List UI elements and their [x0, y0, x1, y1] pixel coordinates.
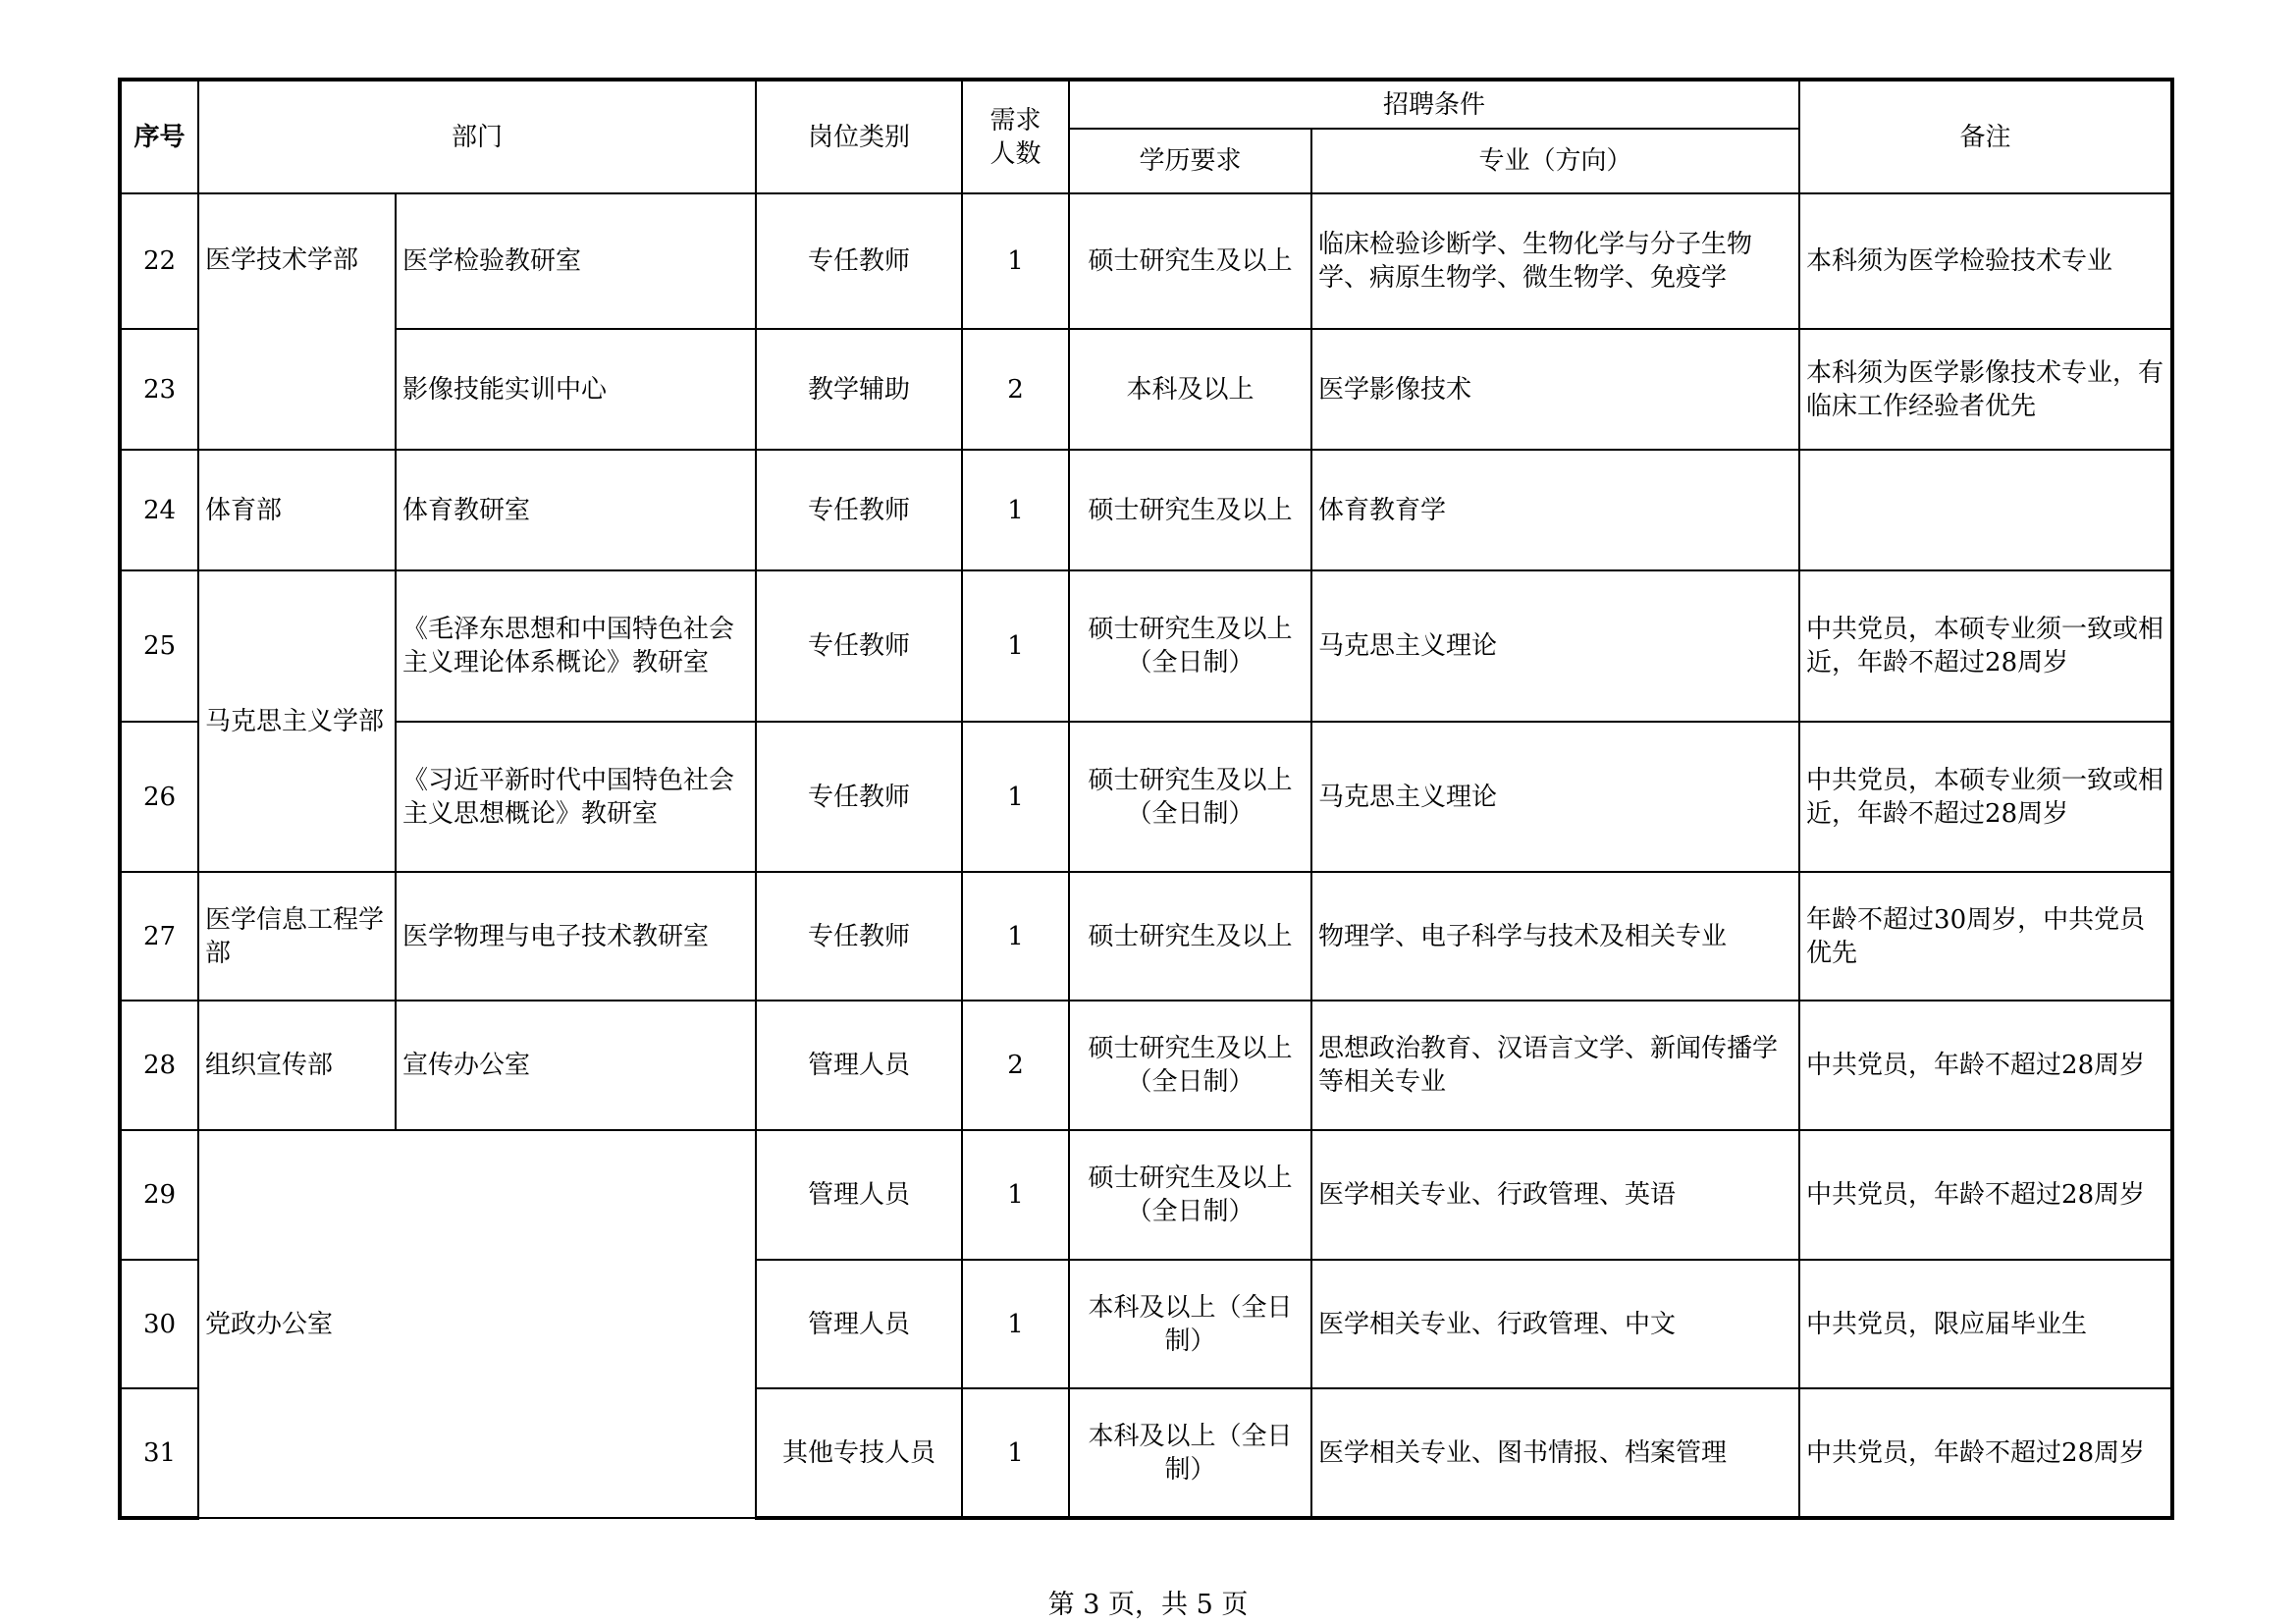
row-remark: 中共党员，年龄不超过28周岁: [1799, 1130, 2172, 1260]
header-post-type: 岗位类别: [756, 80, 962, 193]
table-row: [120, 450, 2172, 570]
row-major: 医学相关专业、行政管理、中文: [1311, 1260, 1799, 1388]
row-post: 管理人员: [756, 1260, 962, 1388]
row-education: 硕士研究生及以上（全日制）: [1069, 1130, 1311, 1260]
row-dept: 马克思主义学部: [198, 570, 396, 872]
row-seq: 29: [120, 1130, 198, 1260]
table-row: [120, 329, 2172, 450]
header-remarks: 备注: [1799, 80, 2172, 193]
row-major: 医学相关专业、图书情报、档案管理: [1311, 1388, 1799, 1518]
row-education: 本科及以上: [1069, 329, 1311, 450]
row-dept: 医学技术学部: [198, 193, 396, 450]
table-row: [120, 722, 2172, 872]
row-count: 2: [962, 1001, 1069, 1130]
row-major: 思想政治教育、汉语言文学、新闻传播学等相关专业: [1311, 1001, 1799, 1130]
row-post: 其他专技人员: [756, 1388, 962, 1518]
row-seq: 23: [120, 329, 198, 450]
table-header: [120, 80, 2172, 193]
row-subunit: 影像技能实训中心: [396, 329, 756, 450]
row-post: 教学辅助: [756, 329, 962, 450]
page-number: 第 3 页，共 5 页: [1047, 1590, 1249, 1620]
table-row: [120, 872, 2172, 1001]
row-subunit: 医学检验教研室: [396, 193, 756, 329]
row-major: 马克思主义理论: [1311, 722, 1799, 872]
row-remark: 年龄不超过30周岁，中共党员优先: [1799, 872, 2172, 1001]
row-seq: 22: [120, 193, 198, 329]
row-post: 专任教师: [756, 872, 962, 1001]
row-count: 2: [962, 329, 1069, 450]
row-remark: 本科须为医学影像技术专业，有临床工作经验者优先: [1799, 329, 2172, 450]
row-education: 硕士研究生及以上（全日制）: [1069, 722, 1311, 872]
row-remark: 中共党员，本硕专业须一致或相近，年龄不超过28周岁: [1799, 570, 2172, 722]
row-seq: 26: [120, 722, 198, 872]
row-education: 硕士研究生及以上（全日制）: [1069, 1001, 1311, 1130]
row-remark: 中共党员，本硕专业须一致或相近，年龄不超过28周岁: [1799, 722, 2172, 872]
header-conditions: 招聘条件: [1069, 80, 1799, 129]
row-subunit: 医学物理与电子技术教研室: [396, 872, 756, 1001]
row-count: 1: [962, 570, 1069, 722]
row-major: 体育教育学: [1311, 450, 1799, 570]
table-row: [120, 1130, 2172, 1260]
row-education: 硕士研究生及以上（全日制）: [1069, 570, 1311, 722]
row-education: 硕士研究生及以上: [1069, 193, 1311, 329]
row-major: 医学影像技术: [1311, 329, 1799, 450]
row-count: 1: [962, 1260, 1069, 1388]
header-count: 需求人数: [962, 80, 1069, 193]
row-seq: 30: [120, 1260, 198, 1388]
row-subunit: 《习近平新时代中国特色社会主义思想概论》教研室: [396, 722, 756, 872]
row-remark: 中共党员，年龄不超过28周岁: [1799, 1001, 2172, 1130]
row-seq: 25: [120, 570, 198, 722]
table-row: [120, 570, 2172, 722]
table-row: [120, 1001, 2172, 1130]
row-education: 本科及以上（全日制）: [1069, 1260, 1311, 1388]
row-post: 管理人员: [756, 1130, 962, 1260]
row-post: 管理人员: [756, 1001, 962, 1130]
row-dept: 组织宣传部: [198, 1001, 396, 1130]
header-education: 学历要求: [1069, 129, 1311, 193]
row-count: 1: [962, 193, 1069, 329]
recruitment-table: [118, 78, 2174, 1520]
table-body: [120, 193, 2172, 1518]
row-post: 专任教师: [756, 193, 962, 329]
row-dept: 体育部: [198, 450, 396, 570]
row-dept: 党政办公室: [198, 1130, 756, 1518]
row-remark: 中共党员，限应届毕业生: [1799, 1260, 2172, 1388]
row-subunit: 宣传办公室: [396, 1001, 756, 1130]
row-post: 专任教师: [756, 722, 962, 872]
row-count: 1: [962, 872, 1069, 1001]
row-education: 本科及以上（全日制）: [1069, 1388, 1311, 1518]
table-row: [120, 193, 2172, 329]
row-subunit: 《毛泽东思想和中国特色社会主义理论体系概论》教研室: [396, 570, 756, 722]
row-major: 临床检验诊断学、生物化学与分子生物学、病原生物学、微生物学、免疫学: [1311, 193, 1799, 329]
row-remark: 中共党员，年龄不超过28周岁: [1799, 1388, 2172, 1518]
row-count: 1: [962, 1388, 1069, 1518]
header-major: 专业（方向）: [1311, 129, 1799, 193]
row-count: 1: [962, 722, 1069, 872]
row-major: 马克思主义理论: [1311, 570, 1799, 722]
row-post: 专任教师: [756, 570, 962, 722]
row-seq: 27: [120, 872, 198, 1001]
row-seq: 28: [120, 1001, 198, 1130]
row-subunit: 体育教研室: [396, 450, 756, 570]
row-education: 硕士研究生及以上: [1069, 450, 1311, 570]
header-seq: 序号: [120, 80, 198, 193]
header-dept: 部门: [198, 80, 756, 193]
row-education: 硕士研究生及以上: [1069, 872, 1311, 1001]
row-post: 专任教师: [756, 450, 962, 570]
row-dept: 医学信息工程学部: [198, 872, 396, 1001]
row-major: 物理学、电子科学与技术及相关专业: [1311, 872, 1799, 1001]
row-count: 1: [962, 1130, 1069, 1260]
row-seq: 31: [120, 1388, 198, 1518]
row-remark: [1799, 450, 2172, 570]
row-seq: 24: [120, 450, 198, 570]
row-remark: 本科须为医学检验技术专业: [1799, 193, 2172, 329]
row-major: 医学相关专业、行政管理、英语: [1311, 1130, 1799, 1260]
row-count: 1: [962, 450, 1069, 570]
